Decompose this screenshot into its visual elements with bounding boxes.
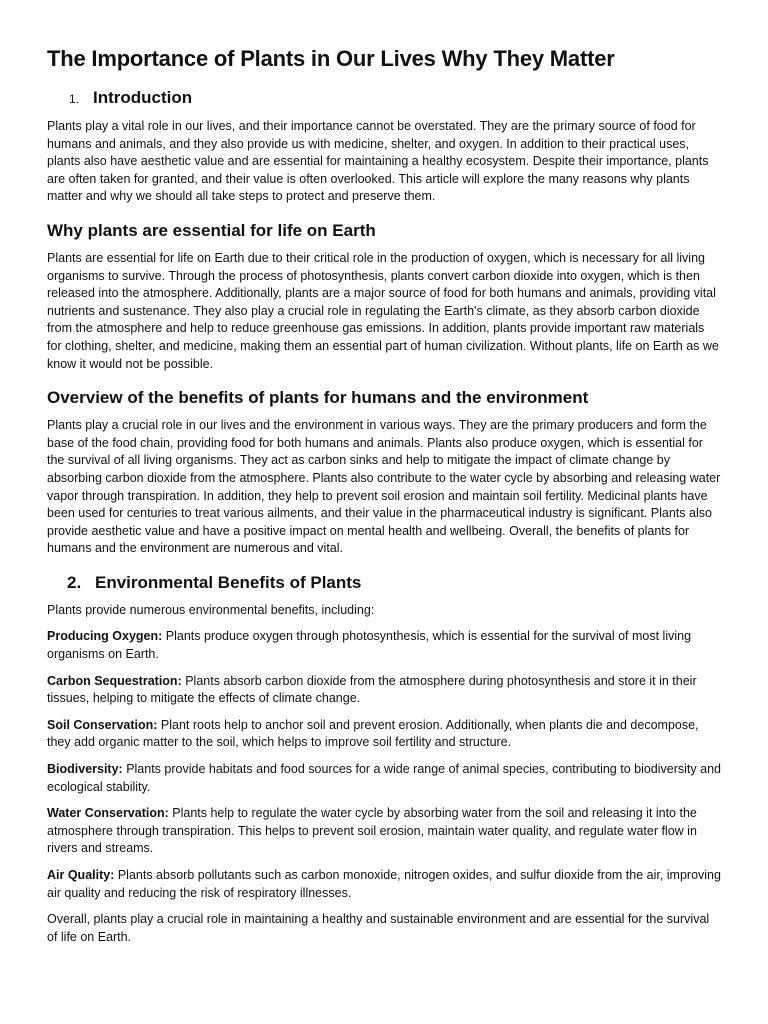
benefit-term: Producing Oxygen:	[47, 629, 163, 644]
benefit-term: Soil Conservation:	[47, 717, 158, 732]
section-heading-environmental-benefits	[47, 571, 722, 595]
section-heading-introduction	[47, 86, 722, 111]
benefit-text: Plant roots help to anchor soil and prevent erosion. Additionally, when plants die and decompose, they add organic matter to the soil, which helps to improve soil fertility and structure.	[47, 717, 699, 750]
benefit-text: Plants help to regulate the water cycle by absorbing water from the soil and releasing it into the atmosphere through transpiration. This helps to prevent soil erosion, maintain water quality, and regulate water flow in rivers and streams.	[47, 806, 697, 856]
benefit-term: Biodiversity:	[47, 762, 123, 777]
section-heading-overview: Overview of the benefits of plants for humans and the environment	[47, 388, 589, 408]
section-heading-essential: Why plants are essential for life on Earth	[47, 220, 376, 240]
essential-paragraph: Plants are essential for life on Earth due to their critical role in the production of oxygen, which is necessary for all living organisms to survive. Through the process of photosynthesis, plants convert carbon dioxide into oxygen, which is then released into the atmosphere. Additionally, plants are a major source of food for both humans and animals, providing vital nutrients and sustenance. They also play a crucial role in regulating the Earth's climate, as they absorb carbon dioxide from the atmosphere and help to reduce greenhouse gas emissions. In addition, plants provide important raw materials for clothing, shelter, and medicine, making them an essential part of human civilization. Without plants, life on Earth as we know it would not be possible.	[47, 250, 719, 371]
benefit-item	[47, 717, 722, 752]
introduction-paragraph: Plants play a vital role in our lives, and their importance cannot be overstated. They are the primary source of food for humans and animals, and they also provide us with medicine, shelter, and oxygen. In addition to their practical uses, plants also have aesthetic value and are essential for maintaining a healthy ecosystem. Despite their importance, plants are often taken for granted, and their value is often overlooked. This article will explore the many reasons why plants matter and why we should all take steps to protect and preserve them.	[47, 119, 709, 204]
section-number: 2.	[67, 572, 82, 592]
benefit-term: Carbon Sequestration:	[47, 673, 182, 688]
document-title: The Importance of Plants in Our Lives Why They Matter	[47, 46, 615, 71]
conclusion-paragraph: Overall, plants play a crucial role in maintaining a healthy and sustainable environment and are essential for the survival of life on Earth.	[47, 912, 710, 944]
benefit-text: Plants absorb carbon dioxide from the atmosphere during photosynthesis and store it in their tissues, helping to mitigate the effects of climate change.	[47, 673, 697, 706]
overview-paragraph: Plants play a crucial role in our lives and the environment in various ways. They are the primary producers and form the base of the food chain, providing food for both humans and animals. Plants also produce oxygen, which is essential for the survival of all living organisms. They act as carbon sinks and help to mitigate the impact of climate change by absorbing carbon dioxide from the atmosphere. Plants also contribute to the water cycle by absorbing and releasing water vapor through transpiration. In addition, they help to prevent soil erosion and maintain soil fertility. Medicinal plants have been used for centuries to treat various ailments, and their value in the pharmaceutical industry is significant. Plants also provide aesthetic value and have a positive impact on mental health and wellbeing. Overall, the benefits of plants for humans and the environment are numerous and vital.	[47, 418, 721, 556]
benefit-text: Plants produce oxygen through photosynthesis, which is essential for the survival of most living organisms on Earth.	[47, 629, 692, 662]
benefit-item	[47, 628, 722, 663]
section-number: 1.	[69, 92, 80, 106]
benefit-item	[47, 761, 722, 796]
benefit-term: Water Conservation:	[47, 806, 169, 821]
benefit-item	[47, 867, 722, 902]
benefits-intro-paragraph: Plants provide numerous environmental benefits, including:	[47, 602, 375, 617]
benefit-item	[47, 673, 722, 708]
benefit-item	[47, 805, 722, 858]
benefit-text: Plants absorb pollutants such as carbon monoxide, nitrogen oxides, and sulfur dioxide from the air, improving air quality and reducing the risk of respiratory illnesses.	[47, 868, 721, 900]
benefit-term: Air Quality:	[47, 868, 115, 882]
section-heading-text: Introduction	[93, 88, 193, 107]
benefit-text: Plants provide habitats and food sources for a wide range of animal species, contributing to biodiversity and ecological stability.	[47, 762, 721, 794]
section-heading-text: Environmental Benefits of Plants	[95, 572, 362, 592]
